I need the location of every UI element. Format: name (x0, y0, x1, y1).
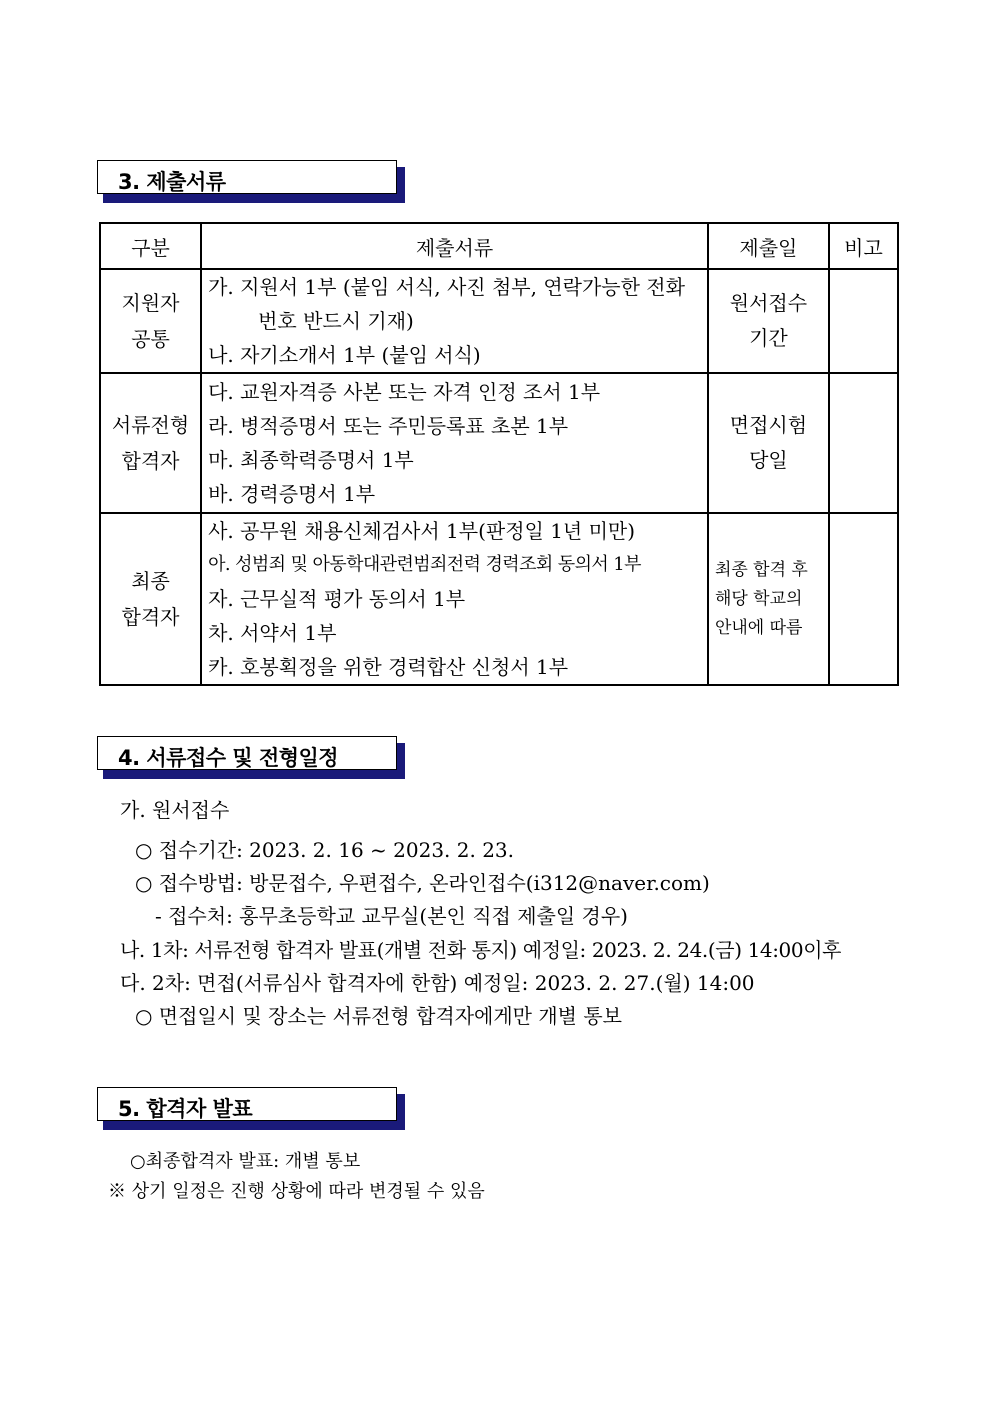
section-5-heading: 5. 합격자 발표 (97, 1087, 399, 1123)
header-note: 비고 (829, 223, 898, 269)
note-cell (829, 513, 898, 685)
table-row (100, 269, 898, 373)
schedule-round-2: 다. 2차: 면접(서류심사 합격자에 한함) 예정일: 2023. 2. 27.(월) 14:00 (120, 971, 755, 995)
schedule-method: ○ 접수방법: 방문접수, 우편접수, 온라인접수(i312@naver.com) (135, 871, 710, 895)
table-row (100, 513, 898, 685)
documents-cell (201, 513, 708, 685)
section-3-heading: 3. 제출서류 (97, 160, 399, 196)
list-item: 차. 서약서 1부 (208, 621, 337, 645)
note-cell (829, 373, 898, 513)
list-item: 바. 경력증명서 1부 (208, 482, 376, 506)
submit-date-cell: 면접시험 당일 (708, 373, 829, 513)
submit-date-cell: 최종 합격 후 해당 학교의 안내에 따름 (708, 513, 829, 685)
schedule-interview-note: ○ 면접일시 및 장소는 서류전형 합격자에게만 개별 통보 (135, 1004, 622, 1028)
header-submit-date: 제출일 (708, 223, 829, 269)
list-item: 카. 호봉획정을 위한 경력합산 신청서 1부 (208, 655, 569, 679)
schedule-place: - 접수처: 홍무초등학교 교무실(본인 직접 제출일 경우) (155, 904, 628, 928)
list-item: 나. 자기소개서 1부 (붙임 서식) (208, 343, 481, 367)
schedule-round-1: 나. 1차: 서류전형 합격자 발표(개별 전화 통지) 예정일: 2023. 2. 24.(금) 14:00이후 (120, 938, 842, 962)
list-item: 아. 성범죄 및 아동학대관련범죄전력 경력조회 동의서 1부 (208, 554, 641, 575)
note-cell (829, 269, 898, 373)
list-item: 가. 지원서 1부 (붙임 서식, 사진 첨부, 연락가능한 전화 (208, 275, 685, 299)
schedule-period: ○ 접수기간: 2023. 2. 16 ~ 2023. 2. 23. (135, 838, 515, 862)
documents-cell (201, 373, 708, 513)
table-row (100, 373, 898, 513)
section-4-heading: 4. 서류접수 및 전형일정 (97, 736, 399, 772)
documents-cell (201, 269, 708, 373)
table-header-row (100, 223, 898, 269)
list-item: 라. 병적증명서 또는 주민등록표 초본 1부 (208, 414, 569, 438)
submit-date-cell: 원서접수 기간 (708, 269, 829, 373)
schedule-item-application: 가. 원서접수 (120, 798, 230, 822)
category-cell: 최종 합격자 (100, 513, 201, 685)
header-documents: 제출서류 (201, 223, 708, 269)
documents-table (99, 222, 899, 686)
list-item: 번호 반드시 기재) (258, 309, 414, 333)
announce-notice: ※ 상기 일정은 진행 상황에 따라 변경될 수 있음 (108, 1181, 485, 1202)
announce-final: ○최종합격자 발표: 개별 통보 (130, 1151, 361, 1172)
header-category: 구분 (100, 223, 201, 269)
list-item: 사. 공무원 채용신체검사서 1부(판정일 1년 미만) (208, 519, 636, 543)
list-item: 마. 최종학력증명서 1부 (208, 448, 414, 472)
list-item: 다. 교원자격증 사본 또는 자격 인정 조서 1부 (208, 380, 601, 404)
category-cell: 서류전형 합격자 (100, 373, 201, 513)
list-item: 자. 근무실적 평가 동의서 1부 (208, 587, 466, 611)
category-cell: 지원자 공통 (100, 269, 201, 373)
